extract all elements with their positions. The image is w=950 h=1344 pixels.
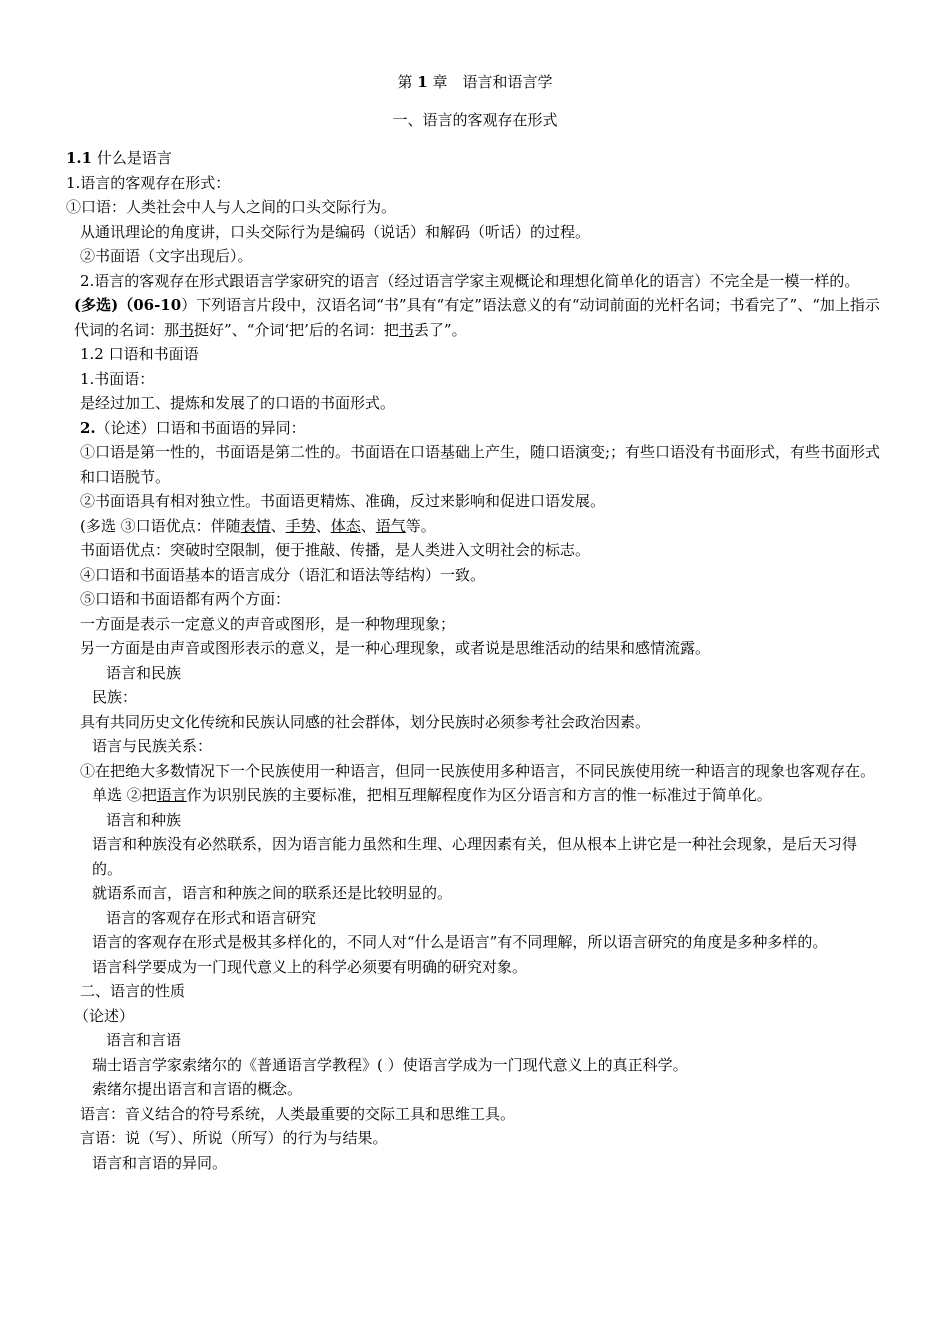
paragraph: ①口语：人类社会中人与人之间的口头交际行为。 (66, 198, 397, 216)
chapter-title (0, 72, 950, 92)
chapter-name: 章 语言和语言学 (432, 73, 553, 91)
heading-number: 1.1 (66, 149, 93, 167)
paragraph: ①口语是第一性的，书面语是第二性的。书面语在口语基础上产生，随口语演变;；有些口语没有书面形式，有些书面形式和口语脱节。 (80, 443, 881, 486)
paragraph: 一方面是表示一定意义的声音或图形，是一种物理现象； (80, 614, 456, 633)
paragraph: 是经过加工、提炼和发展了的口语的书面形式。 (80, 394, 396, 412)
paragraph: 书面语优点：突破时空限制，便于推敲、传播，是人类进入文明社会的标志。 (80, 541, 591, 559)
paragraph: 语言的客观存在形式是极其多样化的，不同人对“什么是语言”有不同理解，所以语言研究的角度是多种多样的。 (92, 933, 828, 951)
chapter-prefix: 第 (397, 73, 413, 91)
paragraph: 语言：音义结合的符号系统，人类最重要的交际工具和思维工具。 (80, 1104, 516, 1123)
paragraph: 瑞士语言学家索绪尔的《普通语言学教程》( ）使语言学成为一门现代意义上的真正科学。 (92, 1055, 688, 1074)
subheading: 语言和种族 (106, 810, 182, 829)
section-title: 一、语言的客观存在形式 (392, 111, 558, 129)
paragraph: 言语：说（写）、所说（所写）的行为与结果。 (80, 1129, 388, 1147)
paragraph: 语言科学要成为一门现代意义上的科学必须要有明确的研究对象。 (92, 957, 528, 976)
paragraph: ②书面语具有相对独立性。书面语更精炼、准确，反过来影响和促进口语发展。 (80, 492, 606, 510)
paragraph: 1.书面语： (80, 369, 155, 388)
paragraph: 语言与民族关系： (92, 737, 213, 755)
subheading: 语言和言语 (106, 1031, 182, 1049)
subheading: 语言的客观存在形式和语言研究 (106, 908, 317, 927)
paragraph: 民族： (92, 688, 138, 706)
paragraph: (多选 ③口语优点：伴随表情、手势、体态、语气等。 (80, 516, 436, 535)
paragraph: 语言和种族没有必然联系，因为语言能力虽然和生理、心理因素有关，但从根本上讲它是一种社会现象，是后天习得的。 (92, 835, 858, 878)
question-paragraph: (多选)（06-10）下列语言片段中，汉语名词“书”具有“有定”语法意义的有“动词前面的光杆名词；书看完了”、“加上指示代词的名词：那书挺好”、“介词‘把’后的名词：把书丢了”。 (74, 296, 880, 339)
document-body (66, 146, 886, 1175)
paragraph: 1.语言的客观存在形式： (66, 173, 231, 192)
paragraph: ②书面语（文字出现后）。 (80, 247, 253, 265)
heading-1-1 (66, 146, 886, 171)
section-heading-2: 二、语言的性质 (80, 982, 186, 1000)
paragraph: （论述） (74, 1006, 135, 1025)
paragraph: 另一方面是由声音或图形表示的意义，是一种心理现象，或者说是思维活动的结果和感情流露。 (80, 639, 711, 657)
heading-1-2: 1.2 口语和书面语 (80, 345, 199, 363)
paragraph: ④口语和书面语基本的语言成分（语汇和语法等结构）一致。 (80, 565, 486, 584)
paragraph: 从通讯理论的角度讲，口头交际行为是编码（说话）和解码（听话）的过程。 (80, 222, 591, 241)
paragraph: 索绪尔提出语言和言语的概念。 (92, 1080, 303, 1098)
heading-text: 什么是语言 (92, 149, 172, 167)
paragraph: ①在把绝大多数情况下一个民族使用一种语言，但同一民族使用多种语言，不同民族使用统一种语言的现象也客观存在。 (80, 761, 876, 780)
paragraph: 具有共同历史文化传统和民族认同感的社会群体，划分民族时必须参考社会政治因素。 (80, 712, 651, 731)
paragraph: 单选 ②把语言作为识别民族的主要标准，把相互理解程度作为区分语言和方言的惟一标准过于简单化。 (92, 786, 772, 804)
chapter-number: 1 (417, 73, 428, 91)
paragraph: ⑤口语和书面语都有两个方面： (80, 590, 291, 608)
paragraph: 就语系而言，语言和种族之间的联系还是比较明显的。 (92, 884, 453, 902)
paragraph: 2.（论述）口语和书面语的异同： (80, 418, 306, 437)
subheading: 语言和民族 (106, 663, 182, 682)
paragraph: 2.语言的客观存在形式跟语言学家研究的语言（经过语言学家主观概论和理想化简单化的语言）不完全是一模一样的。 (80, 271, 860, 290)
paragraph: 语言和言语的异同。 (92, 1153, 228, 1172)
